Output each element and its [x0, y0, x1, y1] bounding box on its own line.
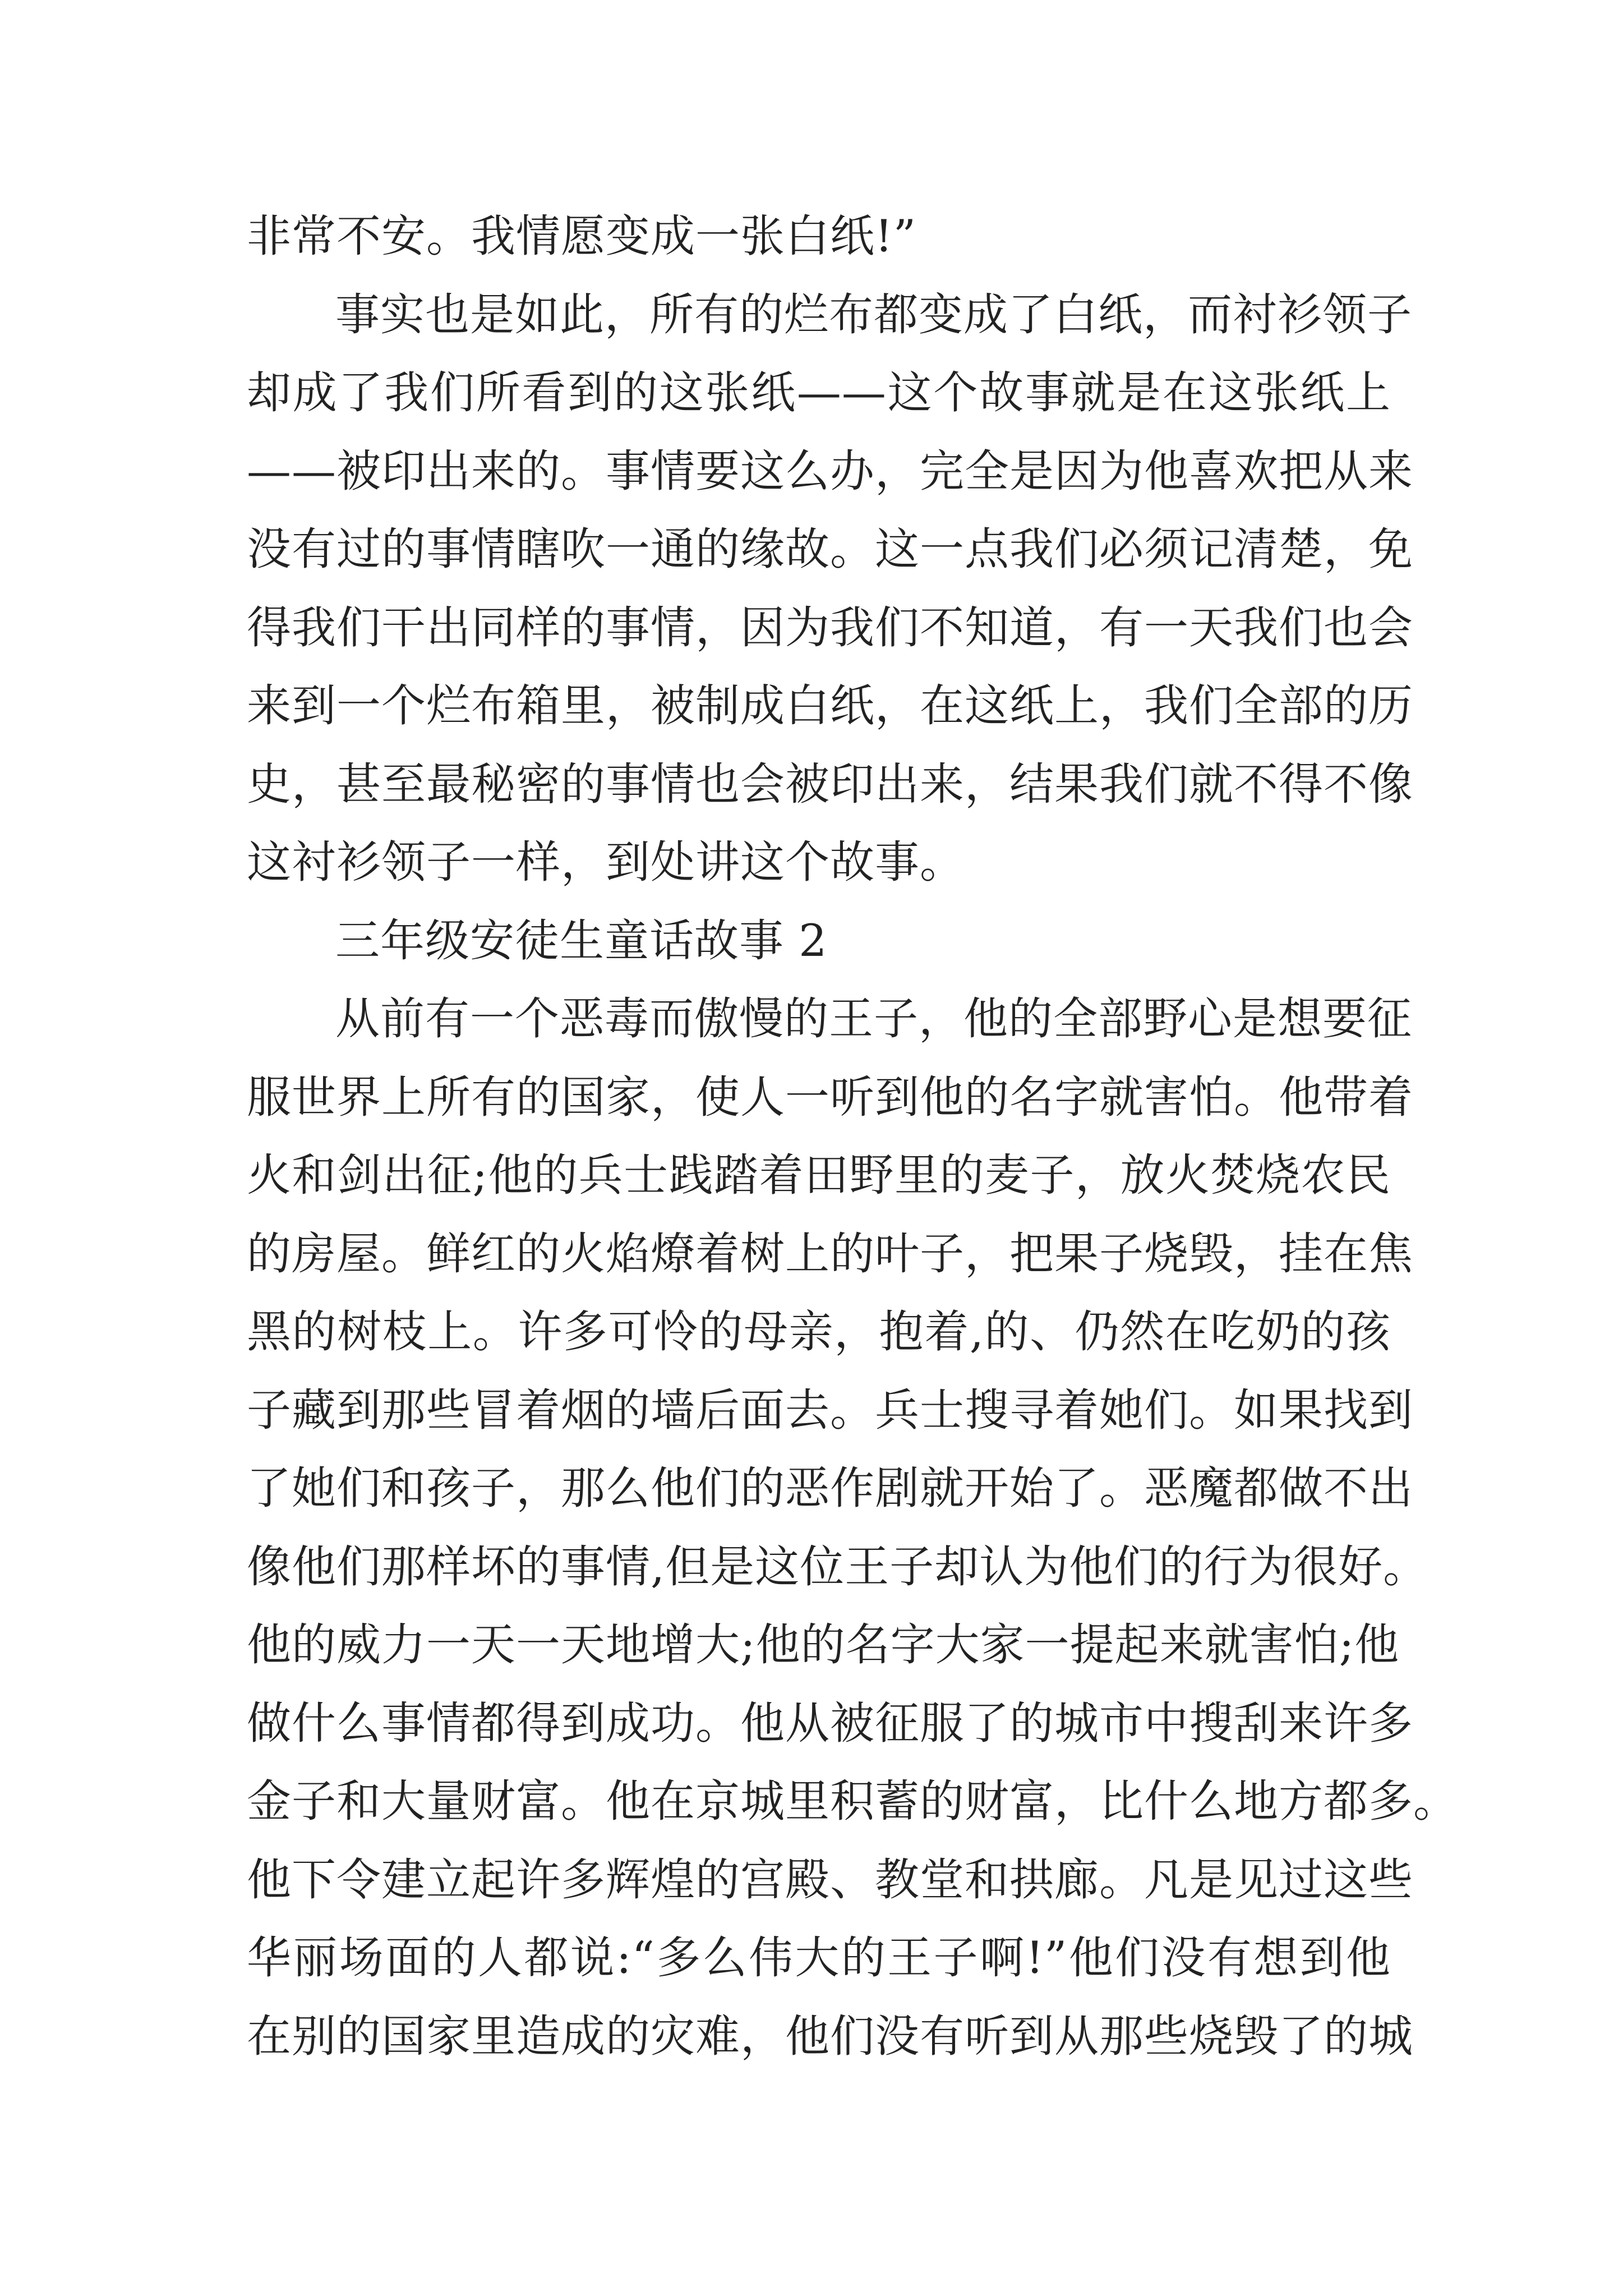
text-line: 从前有一个恶毒而傲慢的王子，他的全部野心是想要征 [335, 993, 1412, 1045]
text-line: 来到一个烂布箱里，被制成白纸，在这纸上，我们全部的历 [247, 680, 1413, 731]
text-line: 却成了我们所看到的这张纸——这个故事就是在这张纸上 [247, 367, 1391, 418]
text-line: 他的威力一天一天地增大;他的名字大家一提起来就害怕;他 [247, 1619, 1400, 1671]
story-text [247, 197, 1458, 2076]
text-line: 的房屋。鲜红的火焰燎着树上的叶子，把果子烧毁，挂在焦 [247, 1227, 1413, 1280]
text-line: 他下令建立起许多辉煌的宫殿、教堂和拱廊。凡是见过这些 [247, 1853, 1413, 1906]
text-line: 服世界上所有的国家，使人一听到他的名字就害怕。他带着 [247, 1071, 1413, 1123]
text-line: 像他们那样坏的事情,但是这位王子却认为他们的行为很好。 [247, 1540, 1428, 1593]
text-line: 史，甚至最秘密的事情也会被印出来，结果我们就不得不像 [247, 758, 1413, 810]
text-line: 得我们干出同样的事情，因为我们不知道，有一天我们也会 [247, 601, 1413, 654]
text-line: 非常不安。我情愿变成一张白纸!” [247, 210, 917, 262]
text-line: 事实也是如此，所有的烂布都变成了白纸，而衬衫领子 [335, 288, 1412, 341]
text-line: 火和剑出征;他的兵士践踏着田野里的麦子，放火焚烧农民 [247, 1149, 1391, 1201]
section-heading: 三年级安徒生童话故事 2 [335, 914, 828, 967]
text-line: 金子和大量财富。他在京城里积蓄的财富，比什么地方都多。 [247, 1775, 1458, 1827]
text-line: ——被印出来的。事情要这么办，完全是因为他喜欢把从来 [247, 445, 1413, 497]
text-line: 华丽场面的人都说:“多么伟大的王子啊!”他们没有想到他 [247, 1932, 1391, 1984]
text-line: 子藏到那些冒着烟的墙后面去。兵士搜寻着她们。如果找到 [247, 1384, 1413, 1436]
text-line: 这衬衫领子一样，到处讲这个故事。 [247, 836, 965, 888]
text-line: 做什么事情都得到成功。他从被征服了的城市中搜刮来许多 [247, 1697, 1413, 1749]
text-line: 了她们和孩子，那么他们的恶作剧就开始了。恶魔都做不出 [247, 1462, 1413, 1514]
text-line: 在别的国家里造成的灾难，他们没有听到从那些烧毁了的城 [247, 2010, 1413, 2062]
text-line: 黑的树枝上。许多可怜的母亲，抱着,的、仍然在吃奶的孩 [247, 1306, 1391, 1358]
text-line: 没有过的事情瞎吹一通的缘故。这一点我们必须记清楚，免 [247, 523, 1413, 575]
